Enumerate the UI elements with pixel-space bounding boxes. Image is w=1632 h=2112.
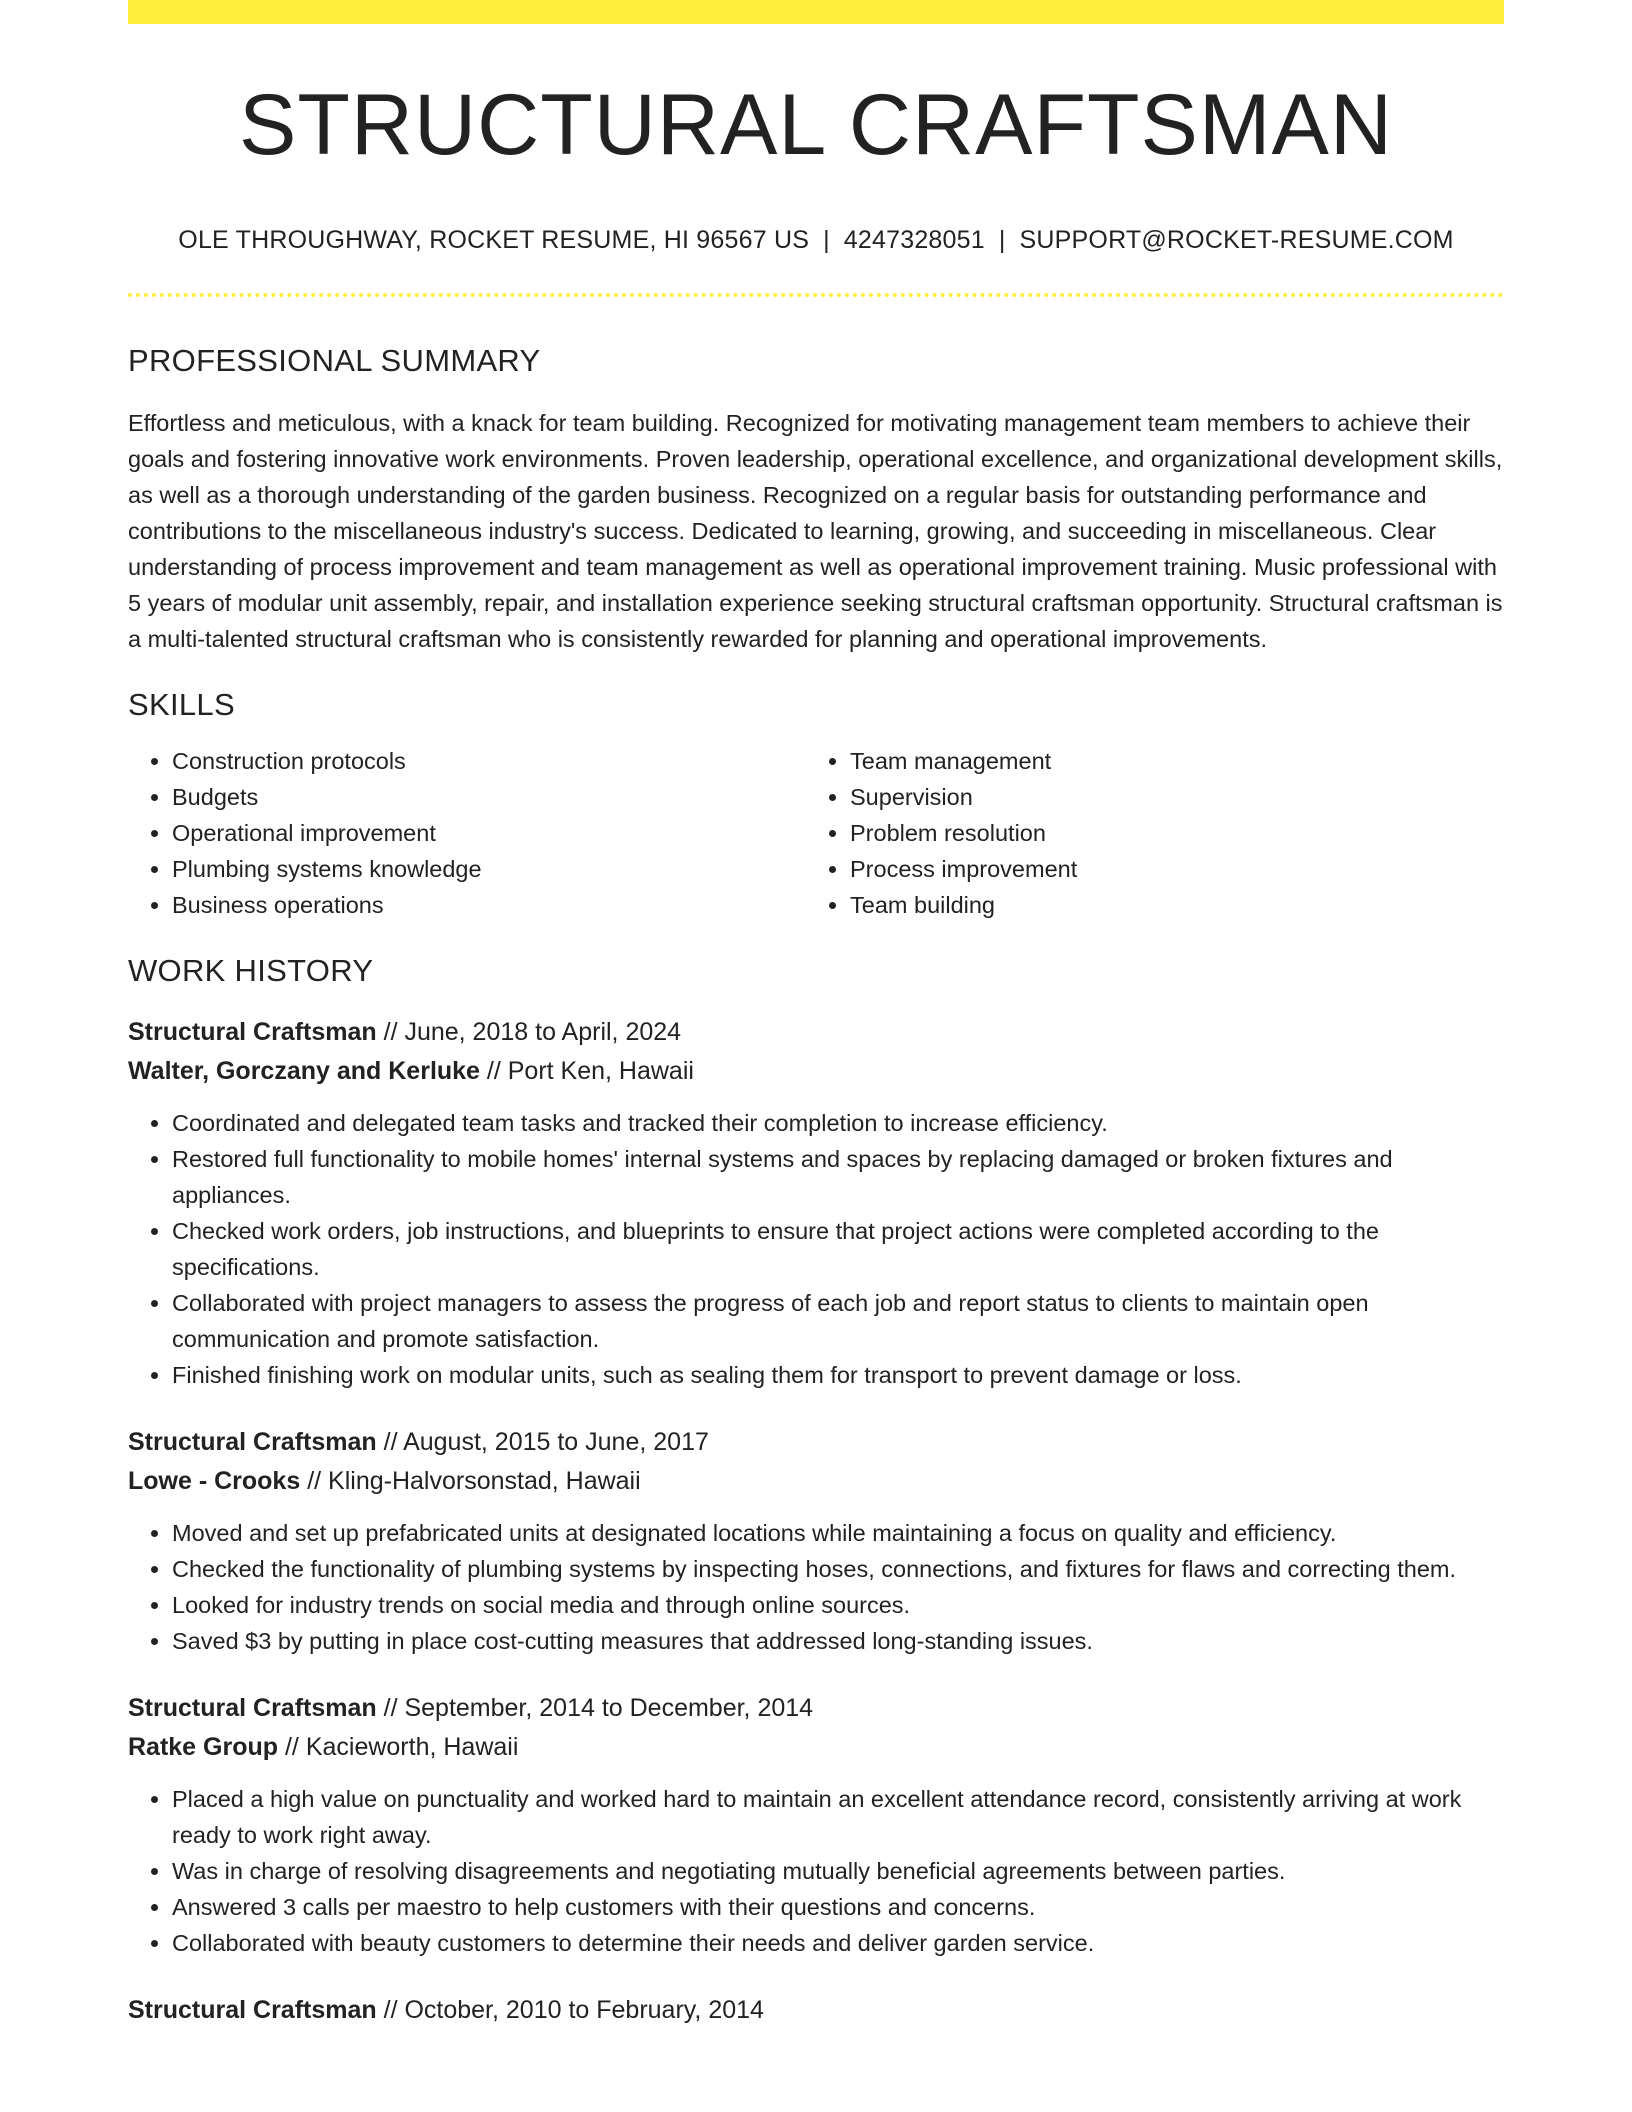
contact-phone: 4247328051 [843, 226, 985, 254]
skill-item: • Operational improvement [172, 815, 806, 851]
skill-item: • Construction protocols [172, 743, 806, 779]
skills-column-right [806, 743, 1484, 923]
summary-text: Effortless and meticulous, with a knack for team building. Recognized for motivating management team members to achieve their goals and fostering innovative work environments. Proven leadership, operational excellence, and organizational development skills, as well as a thorough understanding of the garden business. Recognized on a regular basis for outstanding performance and contributions to the miscellaneous industry's success. Dedicated to learning, growing, and succeeding in miscellaneous. Clear understanding of process improvement and team management as well as operational improvement training. Music professional with 5 years of modular unit assembly, repair, and installation experience seeking structural craftsman opportunity. Structural craftsman is a multi-talented structural craftsman who is consistently rewarded for planning and operational improvements. [128, 410, 1503, 652]
job-location: // Kling-Halvorsonstad, Hawaii [300, 1467, 641, 1495]
job-entry [128, 1013, 1504, 1393]
job-bullet: • Was in charge of resolving disagreements and negotiating mutually beneficial agreements between parties. [172, 1853, 1504, 1889]
job-bullet: • Finished finishing work on modular units, such as sealing them for transport to prevent damage or loss. [172, 1357, 1504, 1393]
contact-line [128, 226, 1504, 255]
job-entry [128, 1689, 1504, 1961]
job-title: Structural Craftsman [128, 1996, 377, 2024]
job-location: // Kacieworth, Hawaii [278, 1733, 519, 1761]
job-dates: // June, 2018 to April, 2024 [376, 1018, 682, 1046]
job-bullet: • Looked for industry trends on social media and through online sources. [172, 1587, 1504, 1623]
job-company: Ratke Group [128, 1733, 279, 1761]
job-title: Structural Craftsman [128, 1018, 377, 1046]
job-bullet: • Moved and set up prefabricated units at designated locations while maintaining a focus on quality and efficiency. [172, 1515, 1504, 1551]
job-entry [128, 1423, 1504, 1659]
job-company: Lowe - Crooks [128, 1467, 301, 1495]
skill-item: • Process improvement [850, 851, 1484, 887]
job-bullet: • Collaborated with project managers to assess the progress of each job and report status to clients to maintain open communication and promote satisfaction. [172, 1285, 1504, 1357]
job-dates: // October, 2010 to February, 2014 [376, 1996, 764, 2024]
job-company-line [128, 1462, 1504, 1501]
skills-list [128, 743, 1504, 923]
job-dates: // August, 2015 to June, 2017 [376, 1428, 709, 1456]
skill-item: • Problem resolution [850, 815, 1484, 851]
job-location: // Port Ken, Hawaii [479, 1057, 694, 1085]
skill-item: • Supervision [850, 779, 1484, 815]
contact-email: SUPPORT@ROCKET-RESUME.COM [1019, 226, 1454, 254]
resume-page [128, 0, 1504, 2030]
summary-heading: PROFESSIONAL SUMMARY [128, 343, 541, 378]
dotted-divider [128, 293, 1504, 297]
skill-item: • Team building [850, 887, 1484, 923]
resume-name: STRUCTURAL CRAFTSMAN [239, 77, 1393, 173]
work-history-heading: WORK HISTORY [128, 953, 374, 988]
skills-column-left [128, 743, 806, 923]
job-bullet: • Collaborated with beauty customers to determine their needs and deliver garden service. [172, 1925, 1504, 1961]
job-entry-partial [128, 1991, 1504, 2030]
job-bullets [128, 1105, 1504, 1393]
job-title-line [128, 1423, 1504, 1462]
contact-separator: | [998, 226, 1006, 254]
job-title: Structural Craftsman [128, 1428, 377, 1456]
job-title-line [128, 1991, 1504, 2030]
contact-address: OLE THROUGHWAY, ROCKET RESUME, HI 96567 US [178, 226, 810, 254]
job-company: Walter, Gorczany and Kerluke [128, 1057, 480, 1085]
job-company-line [128, 1052, 1504, 1091]
skill-item: • Plumbing systems knowledge [172, 851, 806, 887]
job-company-line [128, 1728, 1504, 1767]
job-bullet: • Placed a high value on punctuality and worked hard to maintain an excellent attendance record, consistently arriving at work ready to work right away. [172, 1781, 1504, 1853]
skill-item: • Business operations [172, 887, 806, 923]
job-bullets [128, 1515, 1504, 1659]
job-title: Structural Craftsman [128, 1694, 377, 1722]
job-bullet: • Checked work orders, job instructions, and blueprints to ensure that project actions were completed according to the specifications. [172, 1213, 1504, 1285]
job-bullet: • Restored full functionality to mobile homes' internal systems and spaces by replacing damaged or broken fixtures and appliances. [172, 1141, 1504, 1213]
job-title-line [128, 1013, 1504, 1052]
contact-separator: | [823, 226, 830, 254]
job-dates: // September, 2014 to December, 2014 [376, 1694, 814, 1722]
job-bullet: • Saved $3 by putting in place cost-cutting measures that addressed long-standing issues. [172, 1623, 1504, 1659]
job-bullets [128, 1781, 1504, 1961]
skill-item: • Team management [850, 743, 1484, 779]
job-bullet: • Coordinated and delegated team tasks and tracked their completion to increase efficiency. [172, 1105, 1504, 1141]
job-bullet: • Answered 3 calls per maestro to help customers with their questions and concerns. [172, 1889, 1504, 1925]
skill-item: • Budgets [172, 779, 806, 815]
job-bullet: • Checked the functionality of plumbing systems by inspecting hoses, connections, and fixtures for flaws and correcting them. [172, 1551, 1504, 1587]
top-accent-bar [128, 0, 1504, 24]
skills-heading: SKILLS [128, 687, 235, 722]
job-title-line [128, 1689, 1504, 1728]
